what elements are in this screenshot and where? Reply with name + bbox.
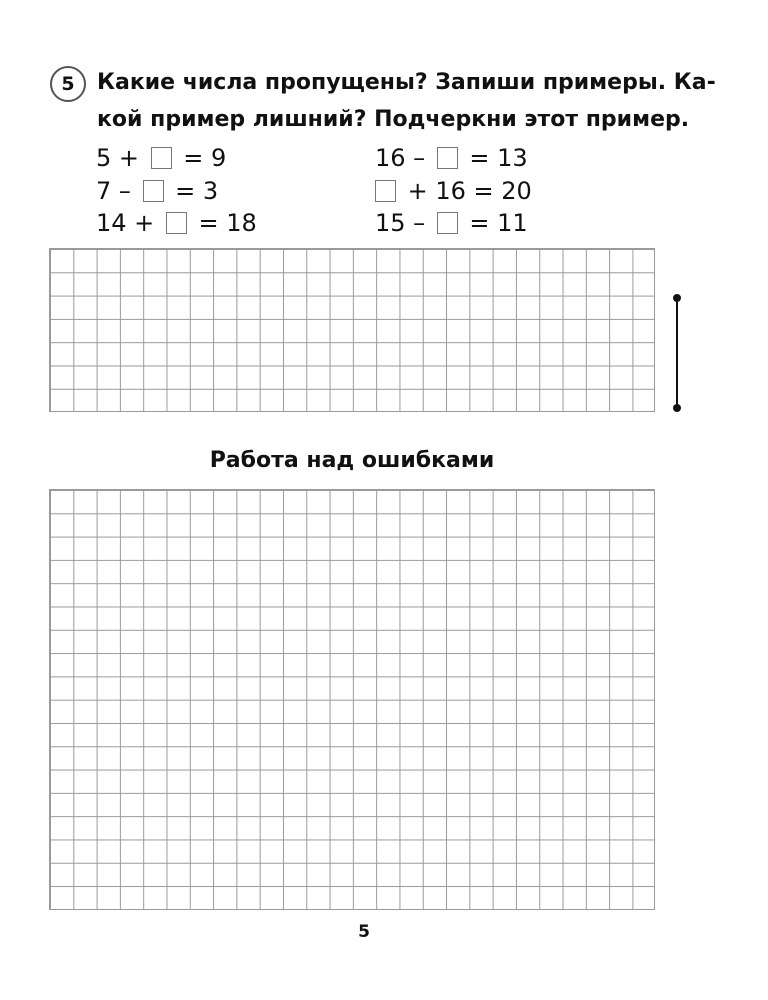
task-number-badge [50,66,86,102]
equation-left-2: 7 – = 3 [96,177,219,205]
answer-box[interactable] [143,180,164,202]
answer-box[interactable] [437,147,458,169]
answer-box[interactable] [151,147,172,169]
task-number: 5 [61,73,75,95]
section-title: Работа над ошибками [209,448,495,473]
answer-box[interactable] [375,180,396,202]
equation-left-1: 5 + = 9 [96,144,227,172]
answer-box[interactable] [437,212,458,234]
equation-left-3: 14 + = 18 [96,209,257,237]
answer-box[interactable] [166,212,187,234]
line-segment-marker [676,298,678,408]
corrections-grid[interactable] [49,489,655,910]
task-instruction [97,64,716,138]
page-number: 5 [358,922,370,942]
instruction-line-1: Какие числа пропущены? Запиши примеры. Ка- [97,70,716,95]
answer-grid[interactable] [49,248,655,412]
equation-right-1: 16 – = 13 [375,144,528,172]
instruction-line-2: кой пример лишний? Подчеркни этот пример. [97,107,690,132]
equation-right-3: 15 – = 11 [375,209,528,237]
equation-right-2: + 16 = 20 [371,176,532,206]
